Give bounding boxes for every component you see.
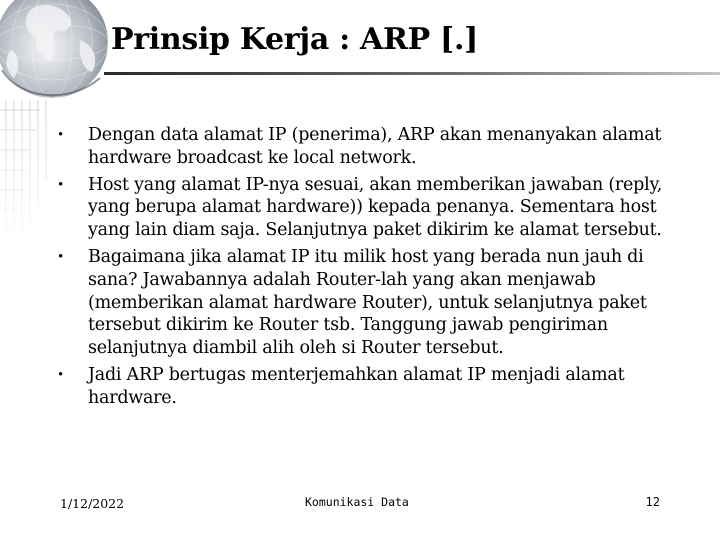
globe-icon [0,0,108,98]
footer-date: 1/12/2022 [60,496,125,511]
bullet-marker: • [58,176,64,193]
bullet-item [58,174,678,242]
title-underline [104,72,720,75]
slide-title: Prinsip Kerja : ARP [.] [111,22,478,57]
bullet-list [58,124,678,414]
footer-title: Komunikasi Data [305,495,409,509]
bullet-marker: • [58,366,64,383]
bullet-text: Jadi ARP bertugas menterjemahkan alamat IP menjadi alamat hardware. [88,364,625,408]
bullet-item [58,246,678,360]
bullet-marker: • [58,248,64,265]
bullet-item [58,124,678,170]
grid-decoration [0,100,46,260]
page-number: 12 [645,495,660,509]
bullet-text: Dengan data alamat IP (penerima), ARP akan menanyakan alamat hardware broadcast ke local network. [88,125,662,168]
bullet-text: Bagaimana jika alamat IP itu milik host yang berada nun jauh di sana? Jawabannya adalah Router-lah yang akan menjawab (memberikan alamat hardware Router), untuk selanjutnya paket tersebut dikirim ke Router tsb. Tanggung jawab pengiriman selanjutnya diambil alih oleh si Router tersebut. [88,246,647,359]
bullet-marker: • [58,127,64,143]
bullet-item [58,364,678,410]
bullet-text: Host yang alamat IP-nya sesuai, akan memberikan jawaban (reply, yang berupa alamat hardware)) kepada penanya. Sementara host yang lain diam saja. Selanjutnya paket dikirim ke alamat tersebut. [88,174,663,241]
